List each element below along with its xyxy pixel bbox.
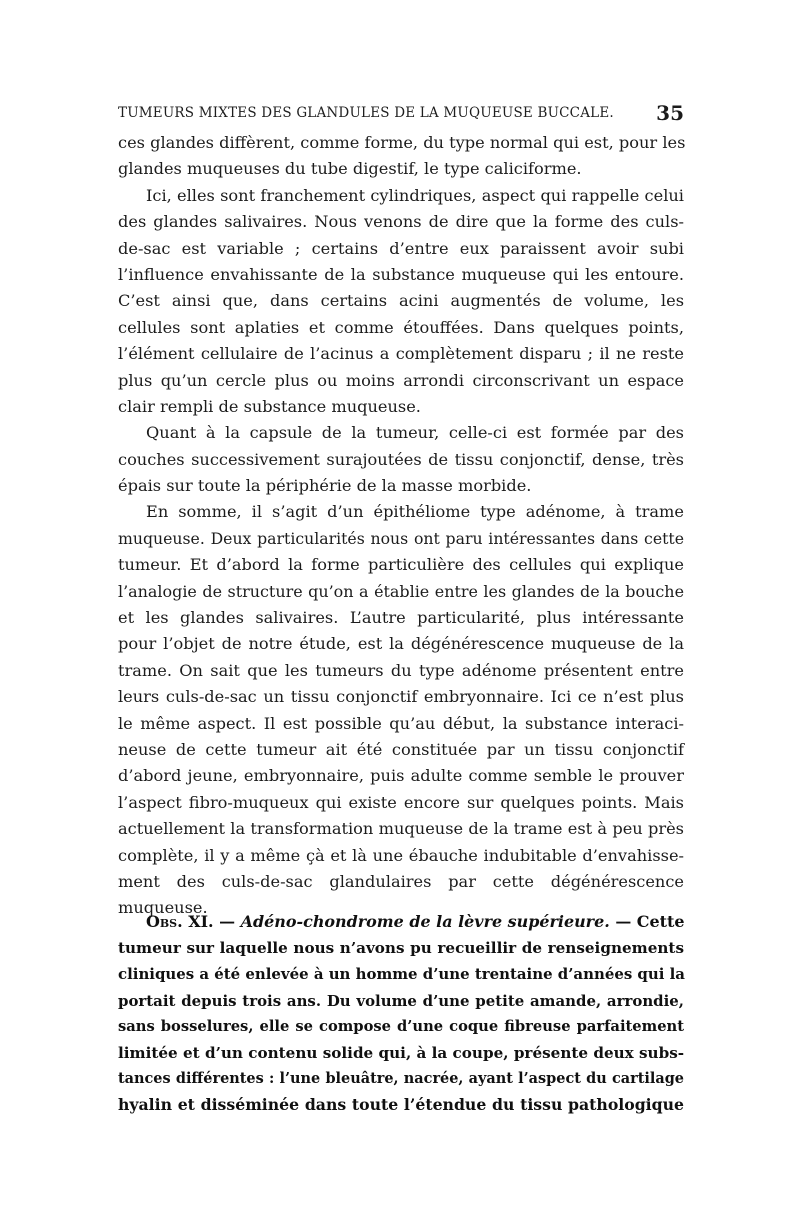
text-line: leurs culs-de-sac un tissu conjonctif embryonnaire. Ici ce n’est plus: [118, 687, 684, 707]
text-line: glandes muqueuses du tube digestif, le type caliciforme.: [118, 159, 582, 179]
text-line: ces glandes diffèrent, comme forme, du type normal qui est, pour les: [118, 133, 686, 152]
body-text: [118, 130, 684, 922]
page-number: 35: [656, 101, 684, 125]
text-line: de-sac est variable ; certains d’entre eux paraissent avoir subi: [118, 238, 684, 258]
text-line: épais sur toute la périphérie de la masse morbide.: [118, 476, 532, 496]
text-line: Quant à la capsule de la tumeur, celle-ci est formée par des: [146, 423, 684, 443]
text-line: ment des culs-de-sac glandulaires par cette dégénérescence: [118, 871, 684, 891]
text-line: complète, il y a même çà et là une ébauche indubitable d’envahisse-: [118, 845, 684, 865]
text-line: tumeur. Et d’abord la forme particulière des cellules qui explique: [118, 555, 684, 575]
text-line: le même aspect. Il est possible qu’au début, la substance interaci-: [118, 713, 684, 733]
text-line: l’influence envahissante de la substance muqueuse qui les entoure.: [118, 264, 684, 284]
observation-line: hyalin et disséminée dans toute l’étendue du tissu pathologique: [118, 1095, 684, 1115]
observation-dash: —: [213, 912, 241, 931]
text-line: clair rempli de substance muqueuse.: [118, 396, 421, 416]
observation-line: limitée et d’un contenu solide qui, à la coupe, présente deux subs-: [118, 1043, 685, 1062]
observation-line: tances différentes : l’une bleuâtre, nacrée, ayant l’aspect du cartilage: [118, 1070, 684, 1088]
text-line: C’est ainsi que, dans certains acini augmentés de volume, les: [118, 291, 684, 311]
observation-paragraph: [118, 909, 684, 1119]
text-line: l’aspect fibro-muqueux qui existe encore sur quelques points. Mais: [118, 792, 684, 812]
text-line: l’élément cellulaire de l’acinus a complètement disparu ; il ne reste: [118, 344, 684, 364]
text-line: plus qu’un cercle plus ou moins arrondi circonscrivant un espace: [118, 370, 684, 390]
observation-title: Adéno-chondrome de la lèvre supérieure.: [240, 912, 610, 931]
text-line: pour l’objet de notre étude, est la dégénérescence muqueuse de la: [118, 634, 684, 654]
text-line: trame. On sait que les tumeurs du type adénome présentent entre: [118, 660, 684, 680]
text-line: muqueuse.: [118, 898, 208, 918]
text-line: des glandes salivaires. Nous venons de dire que la forme des culs-: [118, 212, 684, 232]
observation-line: portait depuis trois ans. Du volume d’une petite amande, arrondie,: [118, 991, 684, 1010]
text-line: et les glandes salivaires. L’autre particularité, plus intéressante: [118, 608, 684, 628]
text-line: actuellement la transformation muqueuse de la trame est à peu près: [118, 819, 684, 839]
observation-first-line-rest: — Cette: [609, 912, 685, 931]
text-line: couches successivement surajoutées de tissu conjonctif, dense, très: [118, 449, 684, 469]
text-line: Ici, elles sont franchement cylindriques, aspect qui rappelle celui: [146, 185, 684, 205]
text-line: muqueuse. Deux particularités nous ont paru intéressantes dans cette: [118, 528, 684, 548]
observation-line: cliniques a été enlevée à un homme d’une trentaine d’années qui la: [118, 965, 685, 984]
text-line: l’analogie de structure qu’on a établie entre les glandes de la bouche: [118, 581, 684, 601]
text-line: En somme, il s’agit d’un épithéliome type adénome, à trame: [146, 502, 684, 522]
observation-line: sans bosselures, elle se compose d’une coque fibreuse parfaitement: [118, 1017, 684, 1035]
text-line: d’abord jeune, embryonnaire, puis adulte comme semble le prouver: [118, 766, 684, 786]
text-line: cellules sont aplaties et comme étouffées. Dans quelques points,: [118, 317, 684, 337]
observation-heading-line: [118, 909, 684, 935]
observation-label: Obs. XI.: [146, 912, 214, 931]
text-line: neuse de cette tumeur ait été constituée par un tissu conjonctif: [118, 739, 684, 759]
running-title: TUMEURS MIXTES DES GLANDULES DE LA MUQUEUSE BUCCALE.: [118, 105, 614, 121]
page-header: [118, 101, 684, 125]
observation-line: tumeur sur laquelle nous n’avons pu recueillir de renseignements: [118, 939, 684, 958]
